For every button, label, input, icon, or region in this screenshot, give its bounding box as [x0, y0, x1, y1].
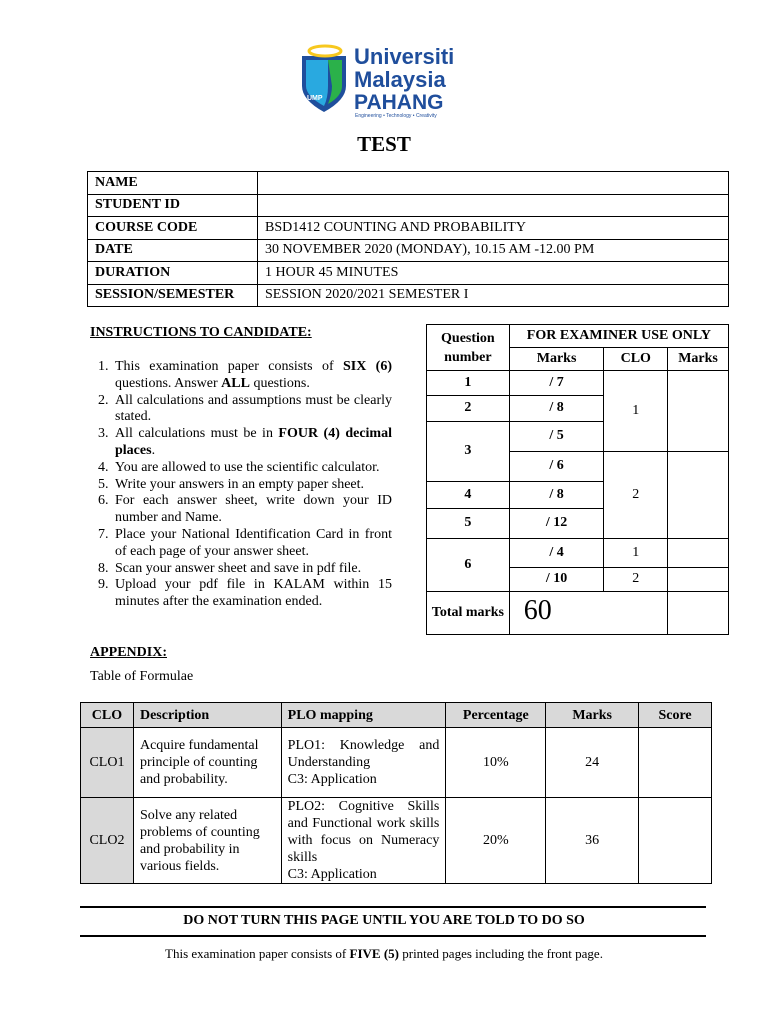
instruction-item [90, 426, 392, 460]
logo-line-pahang: PAHANG [354, 91, 444, 114]
instruction-item [90, 493, 392, 527]
info-value [258, 194, 729, 217]
marks-header: Marks [509, 348, 604, 371]
info-label: SESSION/SEMESTER [88, 284, 258, 307]
instruction-item [90, 460, 392, 477]
instruction-number: 4. [98, 459, 109, 475]
divider [80, 935, 706, 937]
info-label: DATE [88, 239, 258, 262]
info-value: BSD1412 COUNTING AND PROBABILITY [258, 217, 729, 240]
ump-emblem-icon [298, 42, 350, 114]
info-row [88, 262, 729, 285]
instruction-number: 5. [98, 476, 109, 492]
clo-marks: 36 [546, 798, 639, 884]
instruction-text: SIX (6) [342, 359, 392, 374]
info-value: 30 NOVEMBER 2020 (MONDAY), 10.15 AM -12.00 PM [258, 239, 729, 262]
info-label: STUDENT ID [88, 194, 258, 217]
instruction-text: All calculations must be in [115, 426, 279, 442]
info-row [88, 239, 729, 262]
question-4-marks: / 8 [509, 482, 604, 509]
question-5-marks: / 12 [509, 509, 604, 539]
instruction-item [90, 561, 392, 578]
instruction-item [90, 359, 392, 393]
info-row [88, 194, 729, 217]
plo-col-header: PLO mapping [281, 703, 446, 728]
marks-score-header: Marks [668, 348, 729, 371]
total-marks-label: Total marks [427, 592, 510, 635]
instruction-number: 3. [98, 426, 109, 442]
info-value [258, 172, 729, 195]
instruction-text: questions. [249, 375, 310, 391]
total-score-cell [668, 592, 729, 635]
divider [80, 906, 706, 908]
university-logo [298, 42, 468, 122]
clo-table [80, 702, 712, 884]
table-row [81, 798, 712, 884]
description-col-header: Description [133, 703, 281, 728]
clo-col-header: CLO [81, 703, 134, 728]
question-6a-clo: 1 [604, 539, 668, 568]
question-1: 1 [427, 371, 510, 396]
question-6a-score [668, 539, 729, 568]
instruction-text: All calculations and assumptions must be clearly stated. [115, 392, 392, 425]
logo-line-malaysia: Malaysia [354, 67, 446, 92]
clo-2-score [668, 452, 729, 539]
clo-score [639, 728, 712, 798]
clo-1-cell: 1 [604, 371, 668, 452]
total-marks-value: 60 [509, 592, 667, 635]
info-value: 1 HOUR 45 MINUTES [258, 262, 729, 285]
marks-col-header: Marks [546, 703, 639, 728]
table-row [81, 728, 712, 798]
instruction-text: Scan your answer sheet and save in pdf file. [115, 560, 362, 576]
info-label: DURATION [88, 262, 258, 285]
clo-score [639, 798, 712, 884]
info-row [88, 172, 729, 195]
instruction-text: Place your National Identification Card in front of each page of your answer sheet. [115, 526, 392, 559]
instruction-item [90, 577, 392, 611]
instruction-text: Upload your pdf file in KALAM within 15 minutes after the examination ended. [115, 577, 392, 610]
question-4: 4 [427, 482, 510, 509]
plo-mapping: PLO2: Cognitive Skills and Functional work skills with focus on Numeracy skills C3: Application [281, 798, 446, 884]
clo-percentage: 20% [446, 798, 546, 884]
appendix-heading: APPENDIX: [90, 645, 167, 660]
clo-header: CLO [604, 348, 668, 371]
info-value: SESSION 2020/2021 SEMESTER I [258, 284, 729, 307]
info-row [88, 284, 729, 307]
question-1-marks: / 7 [509, 371, 604, 396]
instruction-number: 8. [98, 560, 109, 576]
question-3a-marks: / 5 [509, 422, 604, 452]
question-5: 5 [427, 509, 510, 539]
logo-badge: UMP [307, 95, 323, 102]
instruction-text: FOUR (4) decimal places [115, 426, 392, 458]
page-title: TEST [357, 132, 411, 156]
logo-line-universiti: Universiti [354, 44, 455, 69]
instruction-text: . [151, 442, 156, 458]
instruction-number: 2. [98, 392, 109, 408]
instruction-number: 6. [98, 493, 109, 509]
clo-1-score [668, 371, 729, 452]
instruction-text: For each answer sheet, write down your ID number and Name. [115, 493, 392, 526]
clo-description: Acquire fundamental principle of counting and probability. [133, 728, 281, 798]
plo-mapping: PLO1: Knowledge and Understanding C3: Application [281, 728, 446, 798]
info-label: COURSE CODE [88, 217, 258, 240]
examiner-use-header: FOR EXAMINER USE ONLY [509, 325, 728, 348]
clo-id: CLO2 [81, 798, 134, 884]
clo-description: Solve any related problems of counting and probability in various fields. [133, 798, 281, 884]
examiner-marks-table [426, 324, 729, 635]
instruction-item [90, 393, 392, 427]
score-col-header: Score [639, 703, 712, 728]
instruction-text: questions. Answer [115, 375, 222, 391]
instruction-number: 1. [98, 359, 109, 374]
info-label: NAME [88, 172, 258, 195]
question-6b-clo: 2 [604, 568, 668, 592]
question-2: 2 [427, 396, 510, 422]
candidate-info-table [87, 171, 729, 307]
question-2-marks: / 8 [509, 396, 604, 422]
percentage-col-header: Percentage [446, 703, 546, 728]
question-3b-marks: / 6 [509, 452, 604, 482]
page-count-note: This examination paper consists of FIVE (5) printed pages including the front page. [165, 946, 603, 961]
clo-marks: 24 [546, 728, 639, 798]
question-6a-marks: / 4 [509, 539, 604, 568]
instruction-number: 9. [98, 577, 109, 593]
instruction-item [90, 477, 392, 494]
question-6b-score [668, 568, 729, 592]
instruction-text: Write your answers in an empty paper sheet. [115, 476, 365, 492]
clo-percentage: 10% [446, 728, 546, 798]
question-number-header: Question number [427, 325, 510, 371]
question-3: 3 [427, 422, 510, 482]
do-not-turn-warning: DO NOT TURN THIS PAGE UNTIL YOU ARE TOLD TO DO SO [183, 913, 585, 928]
instruction-number: 7. [98, 526, 109, 542]
info-row [88, 217, 729, 240]
instruction-text: This examination paper consists of [115, 359, 343, 374]
logo-tagline: Engineering • Technology • Creativity [355, 113, 437, 119]
instructions-heading: INSTRUCTIONS TO CANDIDATE: [90, 325, 312, 340]
instruction-item [90, 527, 392, 561]
clo-id: CLO1 [81, 728, 134, 798]
instruction-text: ALL [221, 375, 250, 391]
instructions-list [90, 359, 392, 611]
question-6b-marks: / 10 [509, 568, 604, 592]
instruction-text: You are allowed to use the scientific calculator. [115, 459, 380, 475]
question-6: 6 [427, 539, 510, 592]
clo-2-cell: 2 [604, 452, 668, 539]
table-of-formulae-label: Table of Formulae [90, 669, 194, 684]
